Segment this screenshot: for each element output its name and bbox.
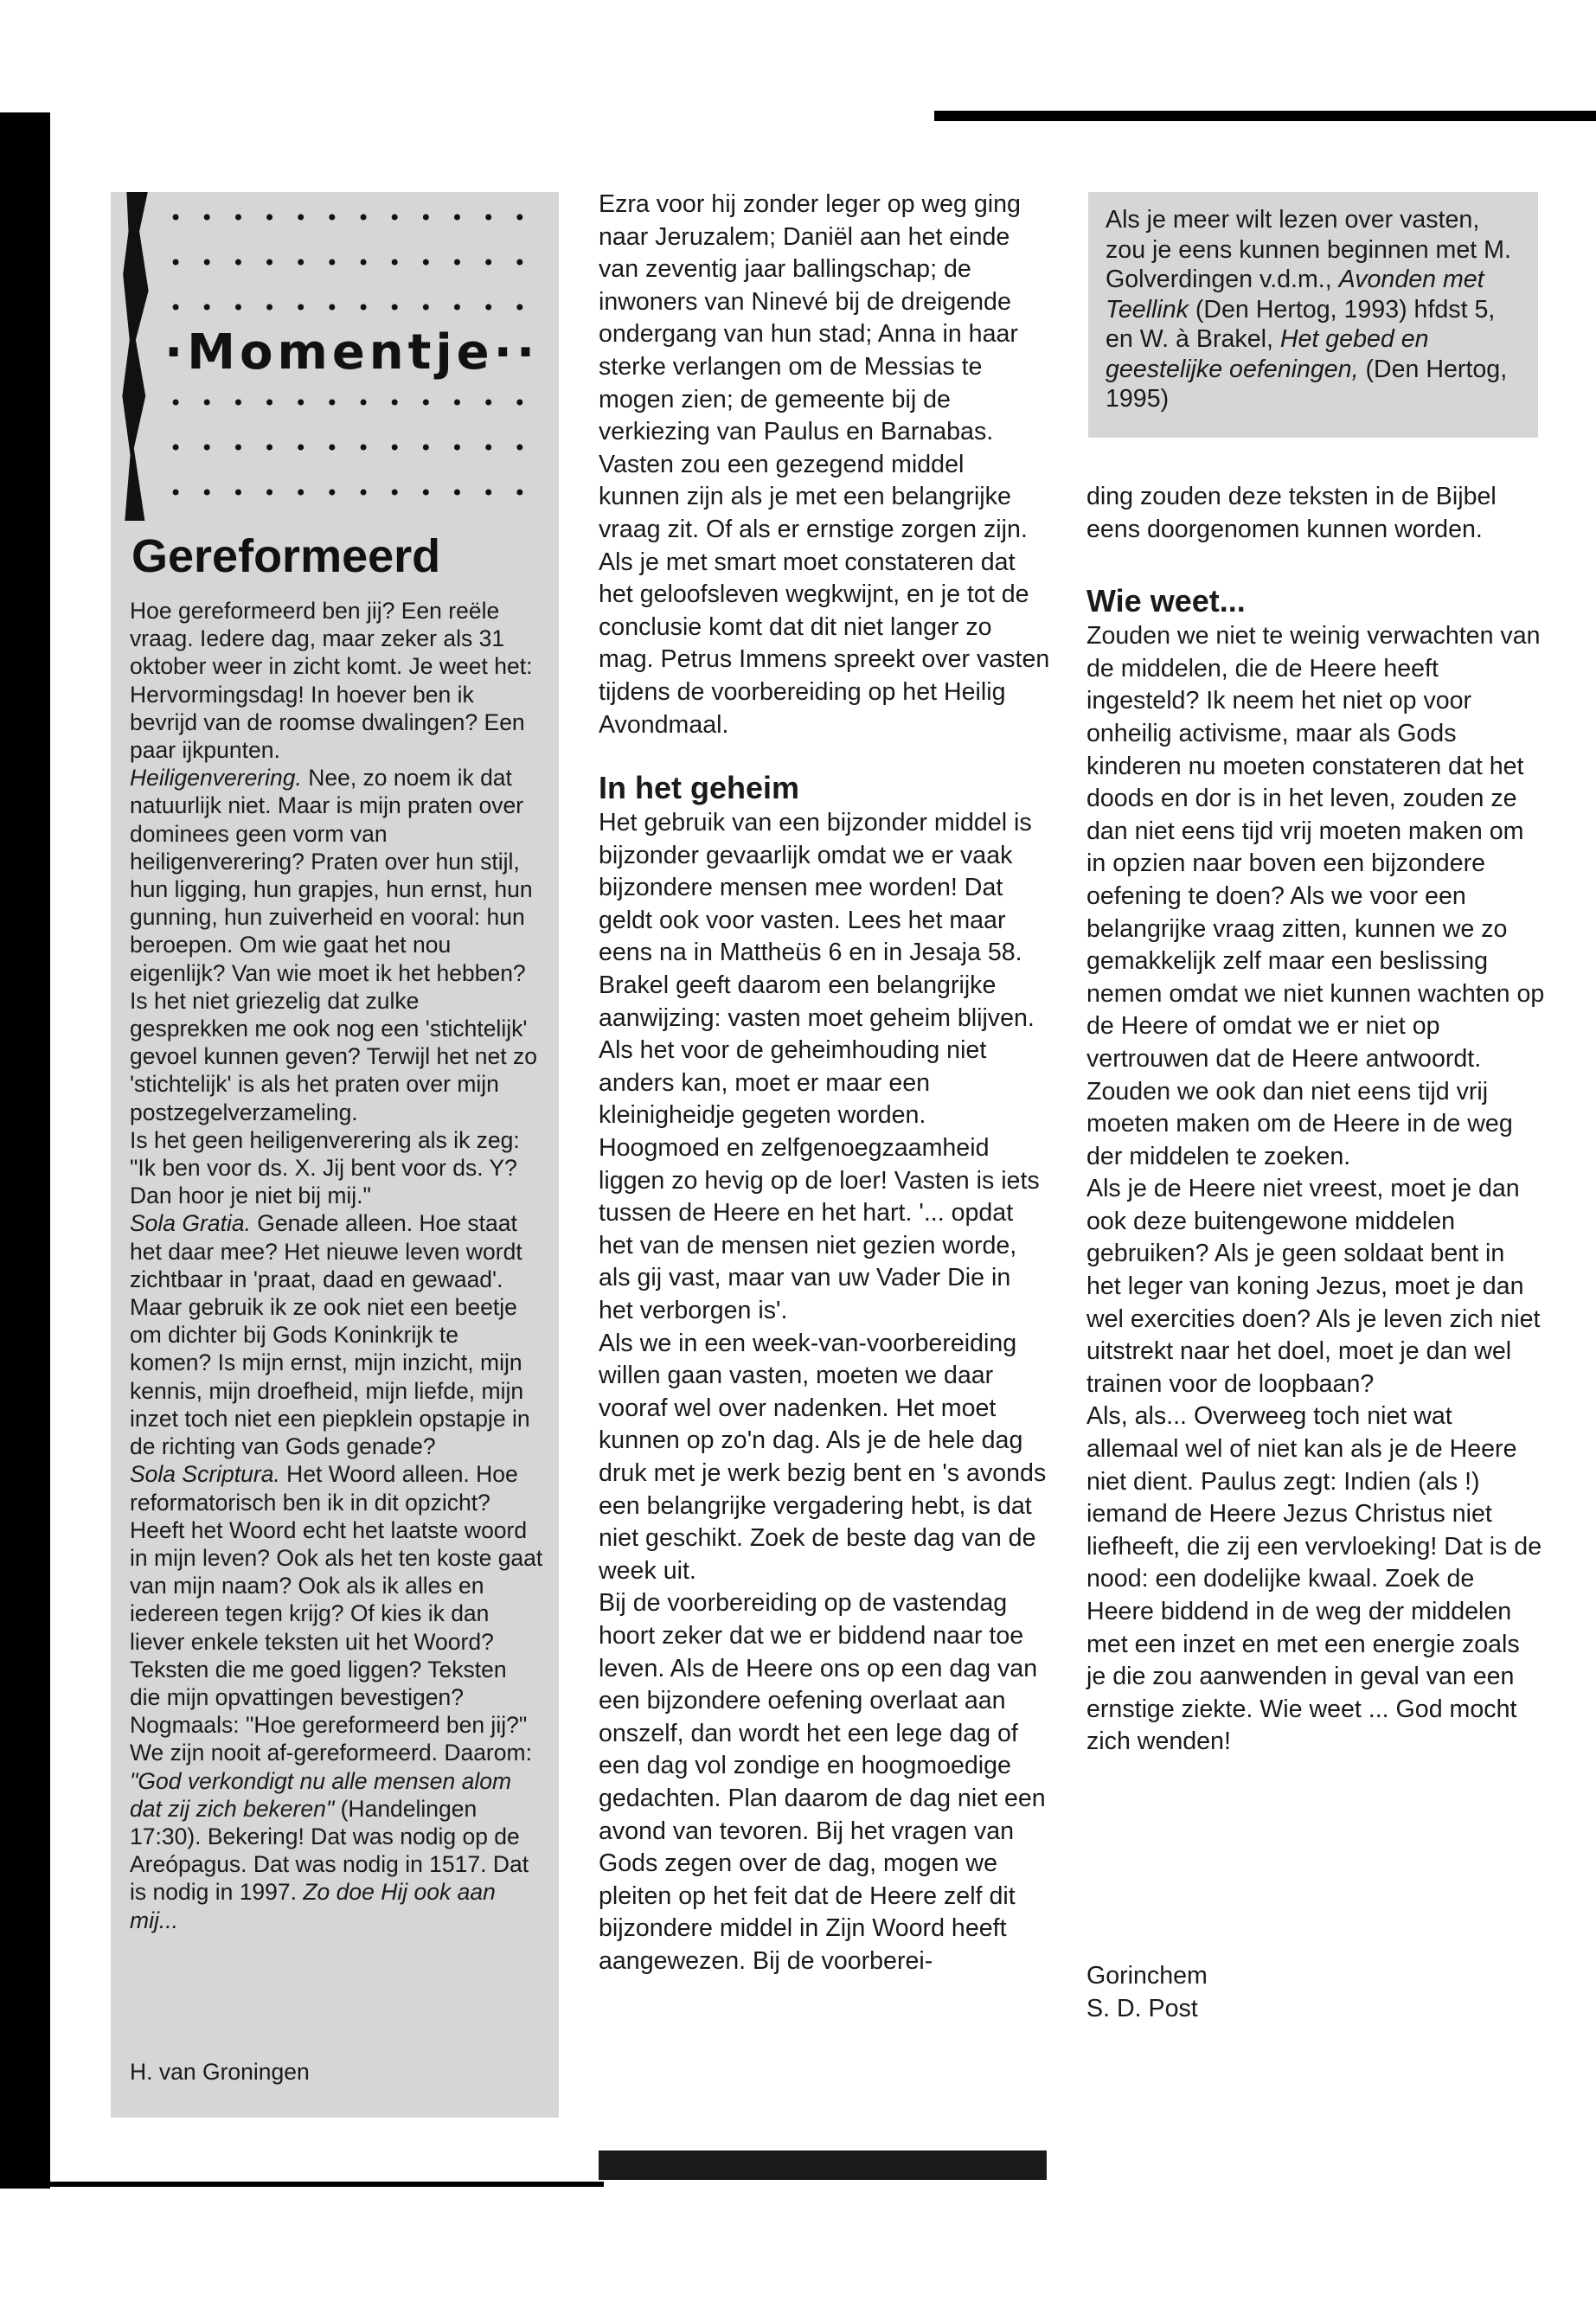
sidebar-paragraph: [130, 1126, 543, 1210]
text-run: (Den Hertog, 1993) hfdst 5, en W. à Brakel,: [1106, 295, 1496, 353]
text-run: Als je de Heere niet vreest, moet je dan ook deze buitengewone middelen gebruiken? Als je geen soldaat bent in het leger van koning Jezus, moet je dan wel exercities doen? Als je leven zich niet uitstrekt naar het doel, moet je dan wel trainen voor de loopbaan?: [1086, 1175, 1541, 1398]
text-run: Als, als... Overweeg toch niet wat allemaal wel of niet kan als je de Heere niet dient. Paulus zegt: Indien (als !) iemand de Heere Jezus Christus niet liefheeft, die zij een vervloeking! Dat is de nood: een dodelijke kwaal. Zoek de Heere biddend in de weg der middelen met een inzet en met een energie zoals je die zou aanwenden in geval van een ernstige ziekte. Wie weet ... God mocht zich wenden!: [1086, 1402, 1542, 1756]
sidebar-paragraph: [130, 1209, 543, 1460]
sidebar-title: Gereformeerd: [131, 530, 441, 582]
dot-row: ••••••••••••: [170, 481, 545, 505]
text-run: Ezra voor hij zonder leger op weg ging naar Jeruzalem; Daniël aan het einde van zeventig jaar ballingschap; de inwoners van Ninevé bij de dreigende ondergang van hun stad; Anna in haar sterke verlangen om de Messias te mogen zien; de gemeente bij de verkiezing van Paulus en Barnabas.: [599, 190, 1021, 446]
paragraph: [1086, 1400, 1545, 1759]
italic-text: Heiligenverering.: [130, 765, 302, 792]
dot-row: ••••••••••••: [170, 206, 545, 230]
paragraph: [599, 807, 1050, 1328]
paragraph: [1086, 1173, 1545, 1400]
text-run: Als we in een week-van-voorbereiding willen gaan vasten, moeten we daar vooraf wel over nadenken. Het moet kunnen op zo'n dag. Als je de hele dag druk met je werk bezig bent en 's avonds een belangrijke vergadering hebt, is dat niet geschikt. Zoek de beste dag van de week uit.: [599, 1329, 1047, 1585]
sidebar-paragraph: [130, 987, 543, 1126]
text-run: Is het niet griezelig dat zulke gesprekken me ook nog een 'stichtelijk' gevoel kunnen geven? Terwijl het net zo 'stichtelijk' is als het praten over mijn postzegelverzameling.: [130, 987, 537, 1125]
signature-name: S. D. Post: [1086, 1994, 1198, 2022]
column-label: ·Momentje··: [164, 324, 540, 381]
scan-edge-bottom: [50, 2182, 604, 2187]
text-run: Nogmaals: "Hoe gereformeerd ben jij?" We zijn nooit af-gereformeerd. Daarom:: [130, 1712, 532, 1766]
scan-edge-top: [934, 111, 1596, 121]
text-run: Bij de voorbereiding op de vastendag hoort zeker dat we er biddend naar toe leven. Als de Heere ons op een dag van een bijzondere oefening overlaat aan onszelf, dan wordt het een lege dag of een dag vol zondige en hoogmoedige gedachten. Plan daarom de dag niet een avond van tevoren. Bij het vragen van Gods zegen over de dag, mogen we pleiten op het feit dat de Heere zelf dit bijzondere middel in Zijn Woord heeft aangewezen. Bij de voorberei-: [599, 1589, 1046, 1975]
text-run: ding zouden deze teksten in de Bijbel eens doorgenomen kunnen worden.: [1086, 483, 1497, 543]
signature: [1086, 1960, 1208, 2025]
paragraph: [1086, 481, 1545, 546]
italic-text: Sola Gratia.: [130, 1210, 251, 1237]
paragraph: [599, 1328, 1050, 1588]
italic-text: Het gebed en geestelijke oefeningen,: [1106, 325, 1429, 383]
dot-row: ••••••••••••: [170, 296, 545, 320]
paragraph: [599, 1587, 1050, 1977]
text-run: Nee, zo noem ik dat natuurlijk niet. Maar is mijn praten over dominees geen vorm van heiligenverering? Praten over hun stijl, hun ligging, hun grapjes, hun ernst, hun gunning, hun zuiverheid en vooral: hun beroepen. Om wie gaat het nou eigenlijk? Van wie moet ik het hebben?: [130, 765, 533, 986]
paragraph: [599, 189, 1050, 449]
paragraph: [599, 449, 1050, 741]
sidebar-author: H. van Groningen: [130, 2059, 310, 2085]
text-run: Genade alleen. Hoe staat het daar mee? Het nieuwe leven wordt zichtbaar in 'praat, daad en gewaad'. Maar gebruik ik ze ook niet een beetje om dichter bij Gods Koninkrijk te komen? Is mijn ernst, mijn inzicht, mijn kennis, mijn droefheid, mijn liefde, mijn inzet toch niet een piepklein opstapje in de richting van Gods genade?: [130, 1210, 530, 1460]
dot-row: ••••••••••••: [170, 391, 545, 415]
text-run: Als je meer wilt lezen over vasten, zou je eens kunnen beginnen met M. Golverdingen v.d.m.,: [1106, 206, 1511, 293]
article-column-3: [1086, 481, 1545, 1759]
dot-row: ••••••••••••: [170, 436, 545, 460]
text-run: Zouden we niet te weinig verwachten van de middelen, die de Heere heeft ingesteld? Ik neem het niet op voor onheilig activisme, maar als Gods kinderen nu moeten constateren dat het doods en dor is in het leven, zouden ze dan niet eens tijd vrij moeten maken om in opzien naar boven een bijzondere oefening te doen? Als we voor een belangrijke vraag zitten, kunnen we zo gemakkelijk zelf maar een beslissing nemen omdat we niet kunnen wachten op de Heere of omdat we er niet op vertrouwen dat de Heere antwoordt. Zouden we ook dan niet eens tijd vrij moeten maken om de Heere in de weg der middelen te zoeken.: [1086, 622, 1545, 1170]
text-run: Vasten zou een gezegend middel kunnen zijn als je met een belangrijke vraag zit. Of als er ernstige zorgen zijn. Als je met smart moet constateren dat het geloofsleven wegkwijnt, en je tot de conclusie komt dat dit niet langer zo mag. Petrus Immens spreekt over vasten tijdens de voorbereiding op het Heilig Avondmaal.: [599, 450, 1050, 739]
sidebar-paragraph: [130, 597, 543, 764]
section-heading: Wie weet...: [1086, 583, 1246, 619]
article-column-2: [599, 189, 1050, 1977]
italic-text: Sola Scriptura.: [130, 1461, 280, 1488]
scan-edge-left: [0, 112, 50, 2189]
text-run: (Den Hertog, 1995): [1106, 355, 1508, 413]
text-run: Is het geen heiligenverering als ik zeg: "Ik ben voor ds. X. Jij bent voor ds. Y? Dan hoor je niet bij mij.": [130, 1126, 520, 1209]
sidebar-paragraph: [130, 1711, 543, 1934]
sidebar-body: [130, 597, 543, 1934]
signature-place: Gorinchem: [1086, 1962, 1208, 1990]
info-box-text: [1106, 205, 1526, 414]
sidebar-paragraph: [130, 1460, 543, 1711]
text-run: (Handelingen 17:30). Bekering! Dat was nodig op de Areópagus. Dat was nodig in 1517. Dat is nodig in 1997.: [130, 1795, 529, 1906]
italic-text: Avonden met Teellink: [1106, 266, 1484, 324]
dot-row: ••••••••••••: [170, 251, 545, 275]
italic-text: Zo doe Hij ook aan mij...: [130, 1879, 496, 1933]
text-run: Het Woord alleen. Hoe reformatorisch ben ik in dit opzicht? Heeft het Woord echt het laatste woord in mijn leven? Ook als het ten koste gaat van mijn naam? Ook als ik alles en iedereen tegen krijg? Of kies ik dan liever enkele teksten uit het Woord? Teksten die me goed liggen? Teksten die mijn opvattingen bevestigen?: [130, 1461, 543, 1710]
sidebar-paragraph: [130, 764, 543, 987]
text-run: Hoe gereformeerd ben jij? Een reële vraag. Iedere dag, maar zeker als 31 oktober weer in zicht komt. Je weet het: Hervormingsdag! In hoever ben ik bevrijd van de roomse dwalingen? Een paar ijkpunten.: [130, 598, 533, 764]
italic-text: "God verkondigt nu alle mensen alom dat zij zich bekeren": [130, 1767, 512, 1822]
footer-bar: [599, 2150, 1047, 2180]
text-run: Het gebruik van een bijzonder middel is bijzonder gevaarlijk omdat we er vaak bijzondere mensen mee worden! Dat geldt ook voor vasten. Lees het maar eens na in Mattheüs 6 en in Jesaja 58. Brakel geeft daarom een belangrijke aanwijzing: vasten moet geheim blijven. Als het voor de geheimhouding niet anders kan, moet er maar een kleinigheidje gegeten worden. Hoogmoed en zelfgenoegzaamheid liggen zo hevig op de loer! Vasten is iets tussen de Heere en het hart. '... opdat het van de mensen niet gezien worde, als gij vast, maar van uw Vader Die in het verborgen is'.: [599, 809, 1040, 1324]
section-heading: In het geheim: [599, 770, 800, 806]
paragraph: [1086, 620, 1545, 1173]
